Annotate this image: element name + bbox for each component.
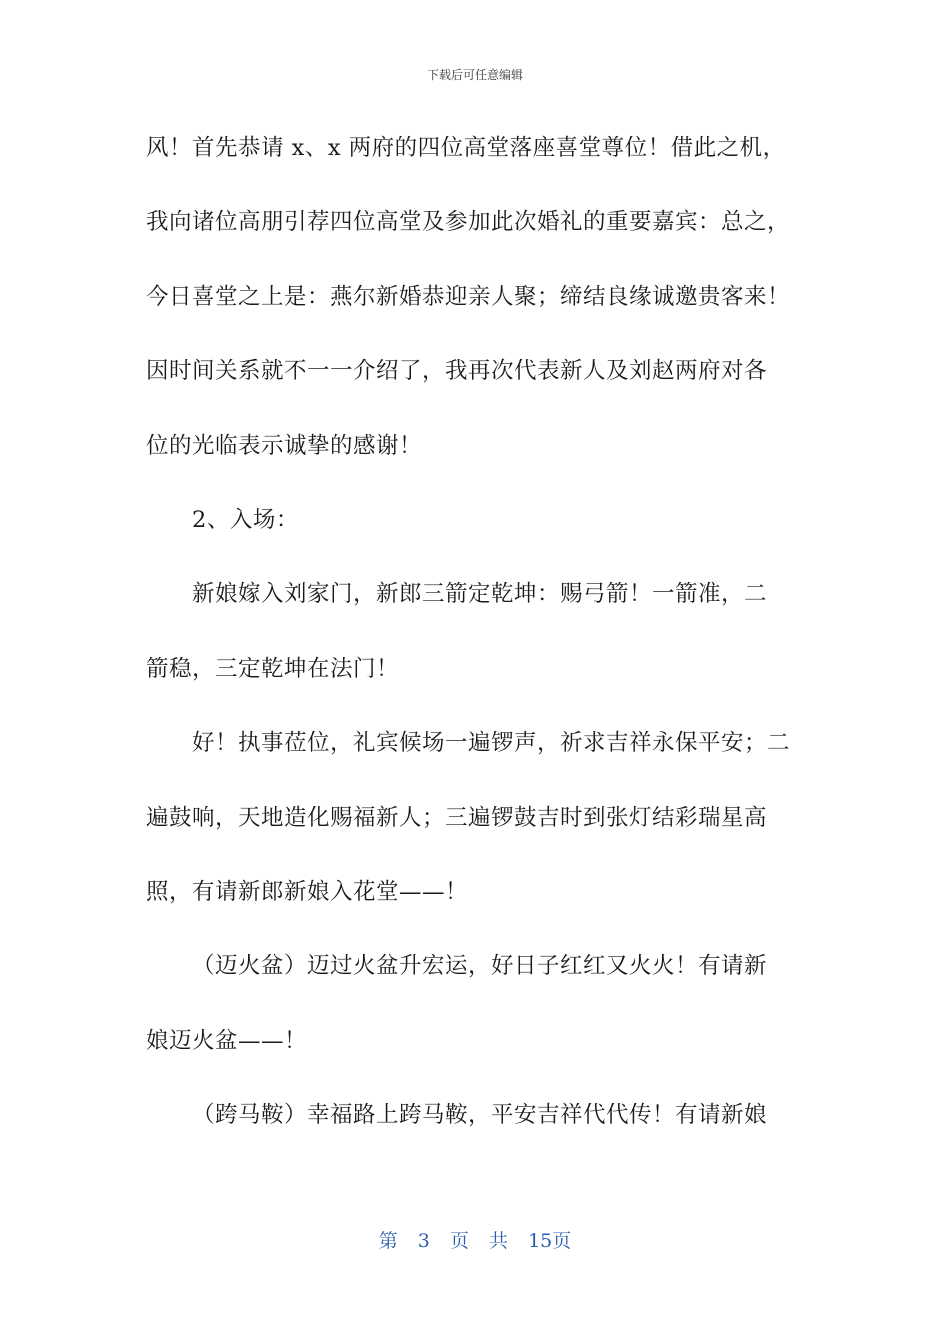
text-line: 好！执事莅位，礼宾候场一遍锣声，祈求吉祥永保平安；二	[192, 730, 791, 757]
document-body	[146, 120, 806, 1161]
text-line: 箭稳，三定乾坤在法门！	[146, 655, 400, 682]
text-line: （跨马鞍）幸福路上跨马鞍，平安吉祥代代传！有请新娘	[192, 1102, 768, 1129]
page-label: 第	[378, 1230, 398, 1252]
text-line: 新娘嫁入刘家门，新郎三箭定乾坤：赐弓箭！一箭准，二	[192, 581, 768, 608]
text-line: 照，有请新郎新娘入花堂——！	[146, 878, 469, 905]
current-page-number: 3	[417, 1230, 430, 1252]
text-line: 今日喜堂之上是：燕尔新婚恭迎亲人聚；缔结良缘诚邀贵客来！	[146, 283, 791, 310]
text-line: 位的光临表示诚挚的感谢！	[146, 432, 423, 459]
text-line: 因时间关系就不一一介绍了，我再次代表新人及刘赵两府对各	[146, 358, 768, 385]
total-pages: 15页	[528, 1230, 572, 1252]
text-line: 风！首先恭请 x、x 两府的四位高堂落座喜堂尊位！借此之机，	[146, 135, 786, 161]
total-label: 共	[489, 1230, 509, 1252]
text-line: 遍鼓响，天地造化赐福新人；三遍锣鼓吉时到张灯结彩瑞星高	[146, 804, 768, 831]
text-line: 我向诸位高朋引荐四位高堂及参加此次婚礼的重要嘉宾：总之，	[146, 209, 791, 236]
page-word: 页	[449, 1230, 469, 1252]
section-heading: 2、入场：	[192, 506, 299, 533]
text-line: （迈火盆）迈过火盆升宏运，好日子红红又火火！有请新	[192, 953, 768, 980]
text-line: 娘迈火盆——！	[146, 1027, 308, 1054]
header-note: 下载后可任意编辑	[426, 68, 523, 82]
page-number-footer	[0, 1226, 950, 1253]
